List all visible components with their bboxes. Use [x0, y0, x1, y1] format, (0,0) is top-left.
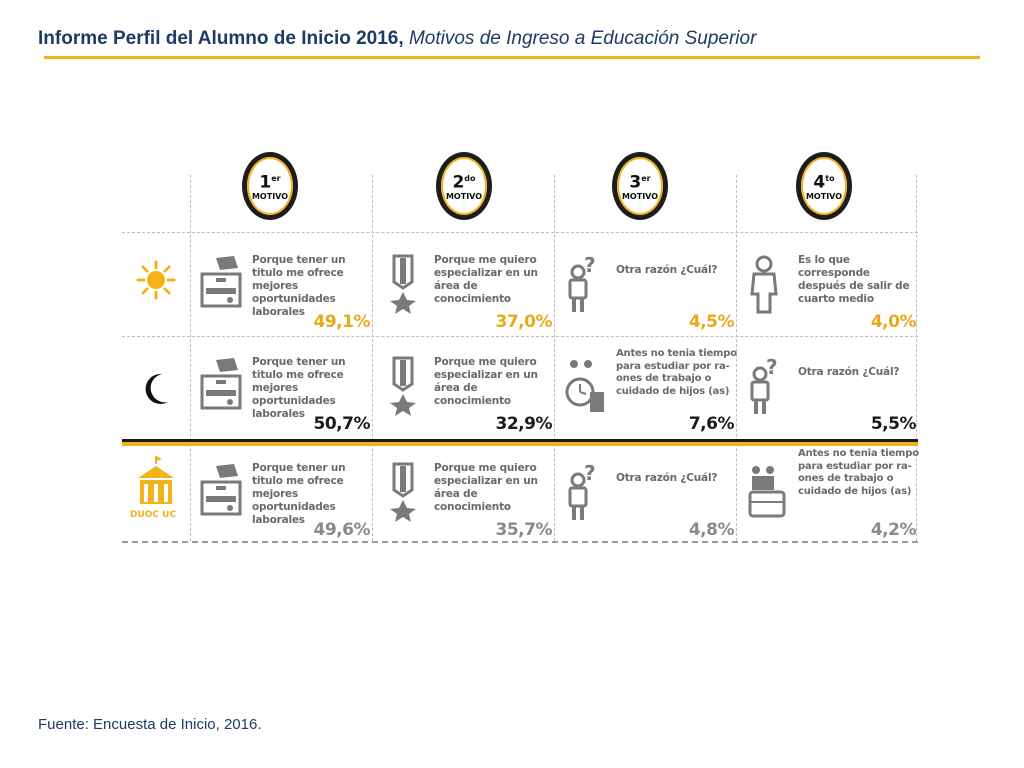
- briefcase-icon: [200, 254, 242, 314]
- cell-percentage: 4,5%: [688, 312, 734, 332]
- badge-motivo-1: [242, 152, 298, 220]
- section-divider-gold: [122, 442, 918, 446]
- cell-text: Porque me quiero especializar en un área de conocimiento: [434, 254, 538, 305]
- row-divider: [122, 232, 918, 233]
- cell-moon-motivo-2: [374, 342, 554, 434]
- title-subtitle: Motivos de Ingreso a Educación Superior: [403, 28, 757, 49]
- cell-text: Otra razón ¿Cuál?: [798, 366, 900, 378]
- row-divider: [122, 336, 918, 337]
- cell-text: Porque tener un titulo me ofrece mejores oportunidades laborales: [252, 462, 346, 526]
- badge-ordinal: 1: [259, 172, 272, 193]
- title-main: Informe Perfil del Alumno de Inicio 2016,: [38, 28, 404, 49]
- cell-text: Es lo que corresponde después de salir de cuarto medio: [798, 254, 910, 305]
- cell-text: Otra razón ¿Cuál?: [616, 472, 718, 484]
- cell-moon-motivo-4: [738, 342, 918, 434]
- table-bottom-line: [122, 541, 918, 543]
- badge-ordinal-suffix: er: [271, 174, 281, 184]
- badge-ordinal-suffix: to: [825, 174, 835, 184]
- badge-ordinal-suffix: er: [641, 174, 651, 184]
- sun-icon: [136, 260, 176, 300]
- cell-text: Porque tener un titulo me ofrece mejores oportunidades laborales: [252, 254, 346, 318]
- cell-percentage: 37,0%: [495, 312, 552, 332]
- cell-percentage: 49,1%: [313, 312, 370, 332]
- badge-label: MOTIVO: [251, 191, 289, 201]
- clock-family-icon: [746, 462, 788, 522]
- cell-percentage: 7,6%: [688, 414, 734, 434]
- cell-duoc-motivo-2: [374, 448, 554, 540]
- badge-motivo-3: [612, 152, 668, 220]
- badge-ordinal: 2: [452, 172, 465, 193]
- cell-percentage: 32,9%: [495, 414, 552, 434]
- cell-percentage: 4,2%: [870, 520, 916, 540]
- badge-motivo-4: [796, 152, 852, 220]
- medal-icon: [382, 462, 424, 522]
- cell-moon-motivo-3: [556, 342, 736, 434]
- badge-ordinal: 4: [813, 172, 826, 193]
- clock-family-icon: [564, 356, 606, 416]
- briefcase-icon: [200, 356, 242, 416]
- cell-text: Porque me quiero especializar en un área de conocimiento: [434, 356, 538, 407]
- cell-sun-motivo-1: [192, 240, 372, 332]
- duoc-uc-label: DUOC UC: [130, 510, 177, 520]
- svg-text:?: ?: [584, 462, 596, 485]
- medal-icon: [382, 254, 424, 314]
- cell-text: Porque tener un titulo me ofrece mejores oportunidades laborales: [252, 356, 346, 420]
- cell-text: Antes no tenia tiempo para estudiar por ra-ones de trabajo o cuidado de hijos (as): [616, 348, 737, 397]
- cell-percentage: 35,7%: [495, 520, 552, 540]
- cell-sun-motivo-3: [556, 240, 736, 332]
- column-divider: [190, 175, 191, 541]
- cell-moon-motivo-1: [192, 342, 372, 434]
- badge-motivo-2: [436, 152, 492, 220]
- cell-duoc-motivo-3: [556, 448, 736, 540]
- medal-icon: [382, 356, 424, 416]
- briefcase-icon: [200, 462, 242, 522]
- badge-label: MOTIVO: [621, 191, 659, 201]
- cell-text: Antes no tenia tiempo para estudiar por ra-ones de trabajo o cuidado de hijos (as): [798, 448, 919, 497]
- title-underline: [44, 56, 980, 59]
- badge-label: MOTIVO: [445, 191, 483, 201]
- cell-percentage: 5,5%: [870, 414, 916, 434]
- svg-text:?: ?: [584, 254, 596, 277]
- cell-text: Porque me quiero especializar en un área de conocimiento: [434, 462, 538, 513]
- cell-duoc-motivo-4: [738, 448, 918, 540]
- source-note: Fuente: Encuesta de Inicio, 2016.: [38, 716, 262, 733]
- person-question-icon: [564, 254, 606, 314]
- cell-percentage: 4,0%: [870, 312, 916, 332]
- badge-ordinal: 3: [629, 172, 642, 193]
- badge-label: MOTIVO: [805, 191, 843, 201]
- page-title: [38, 28, 756, 50]
- person-question-icon: [564, 462, 606, 522]
- cell-percentage: 4,8%: [688, 520, 734, 540]
- svg-text:?: ?: [766, 356, 778, 379]
- cell-percentage: 49,6%: [313, 520, 370, 540]
- cell-percentage: 50,7%: [313, 414, 370, 434]
- cell-text: Otra razón ¿Cuál?: [616, 264, 718, 276]
- moon-icon: [142, 372, 172, 406]
- badge-ordinal-suffix: do: [464, 174, 476, 184]
- cell-duoc-motivo-1: [192, 448, 372, 540]
- person-question-icon: [746, 356, 788, 416]
- motives-table: [122, 148, 918, 548]
- person-icon: [746, 254, 788, 314]
- cell-sun-motivo-2: [374, 240, 554, 332]
- cell-sun-motivo-4: [738, 240, 918, 332]
